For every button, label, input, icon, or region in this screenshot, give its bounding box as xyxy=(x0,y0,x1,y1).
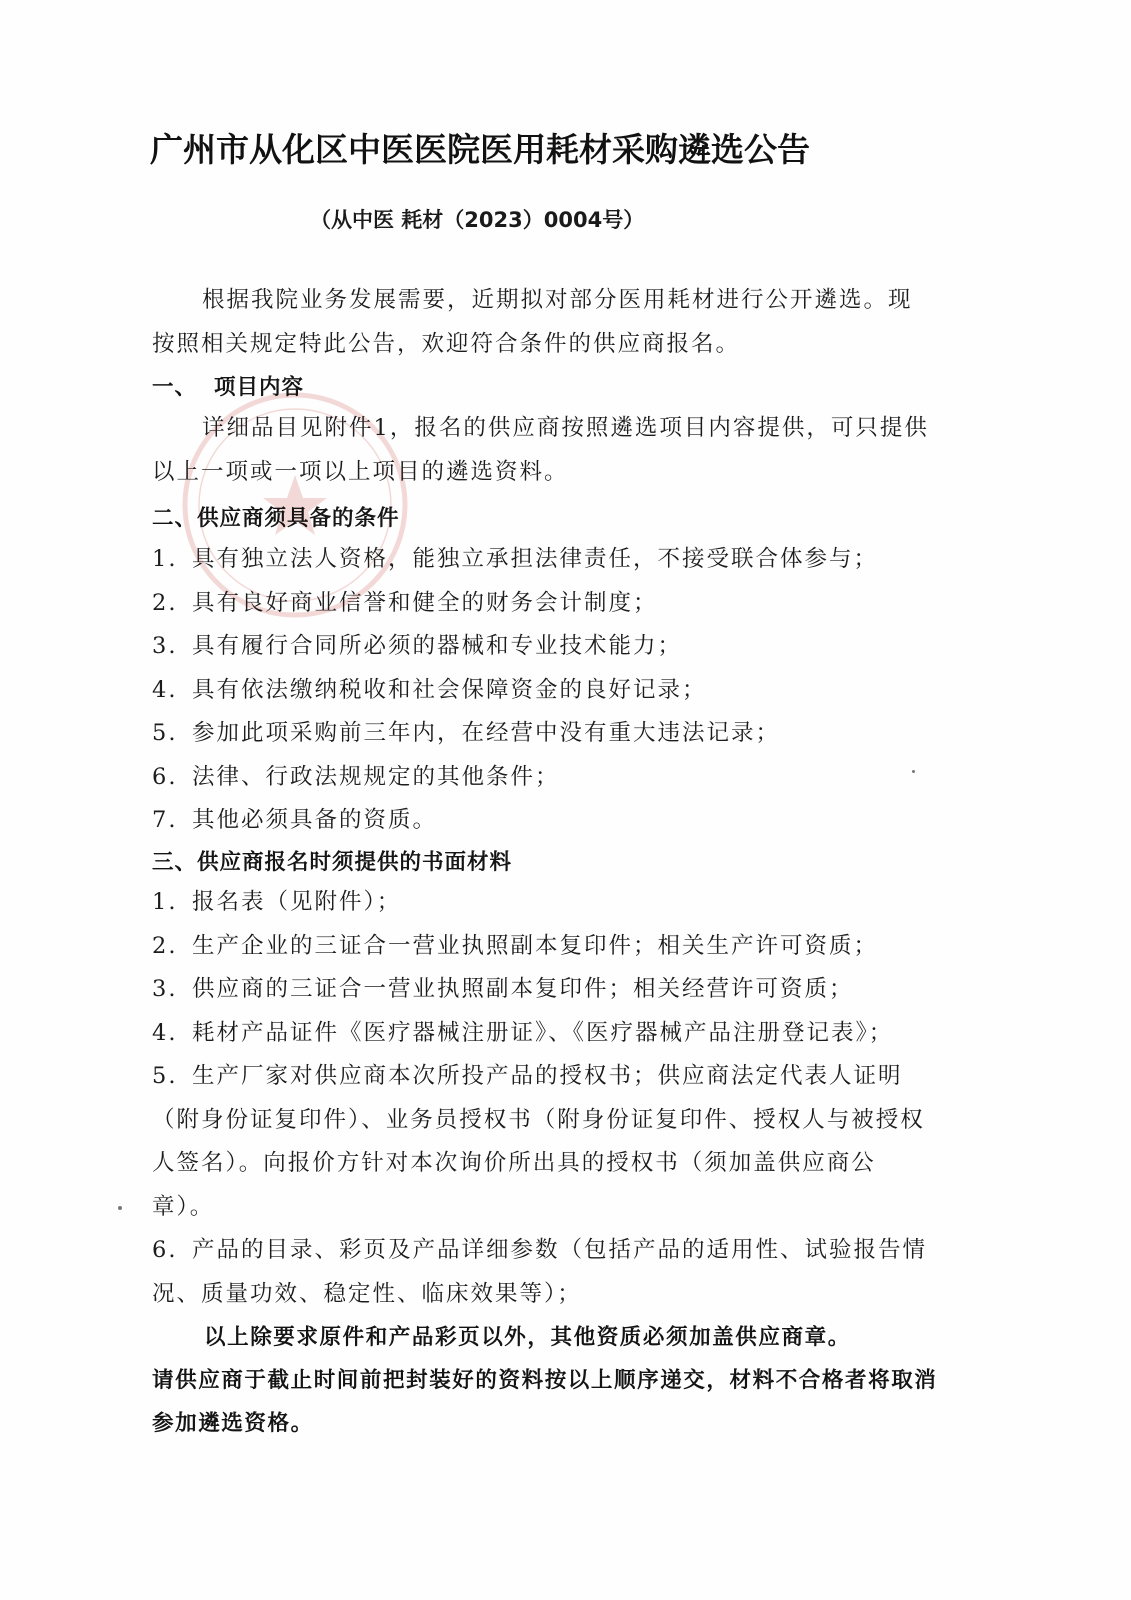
section-1-heading xyxy=(152,370,304,401)
list-item: 6. 法律、行政法规规定的其他条件； xyxy=(152,763,560,790)
list-item: 5. 生产厂家对供应商本次所投产品的授权书；供应商法定代表人证明（附身份证复印件）、业务员授权书（附身份证复印件、授权人与被授权人签名）。向报价方针对本次询价所出具的授权书（须加盖供应商公章）。 xyxy=(152,1063,925,1220)
section-3-list xyxy=(152,881,932,1316)
closing-line-2: 请供应商于截止时间前把封装好的资料按以上顺序递交，材料不合格者将取消参加遴选资格。 xyxy=(152,1368,938,1436)
intro-text: 根据我院业务发展需要，近期拟对部分医用耗材进行公开遴选。现按照相关规定特此公告，欢迎符合条件的供应商报名。 xyxy=(152,287,913,357)
list-item: 5. 参加此项采购前三年内，在经营中没有重大违法记录； xyxy=(152,720,781,746)
list-item: 1. 报名表（见附件）； xyxy=(152,889,402,915)
scan-speck xyxy=(912,770,915,773)
section-1-text: 详细品目见附件1，报名的供应商按照遴选项目内容提供，可只提供以上一项或一项以上项目的遴选资料。 xyxy=(152,415,929,485)
list-item: 2. 生产企业的三证合一营业执照副本复印件；相关生产许可资质； xyxy=(152,932,879,959)
section-2-list xyxy=(152,538,932,843)
closing-line-1: 以上除要求原件和产品彩页以外，其他资质必须加盖供应商章。 xyxy=(204,1325,851,1350)
section-3-heading: 三、供应商报名时须提供的书面材料 xyxy=(152,850,513,875)
scan-speck xyxy=(118,1206,122,1210)
intro-paragraph xyxy=(152,279,932,366)
list-item: 3. 具有履行合同所必须的器械和专业技术能力； xyxy=(152,633,683,659)
list-item: 4. 具有依法缴纳税收和社会保障资金的良好记录； xyxy=(152,676,707,703)
closing-note xyxy=(152,1316,942,1445)
notice-title: 广州市从化区中医医院医用耗材采购遴选公告 xyxy=(150,130,810,169)
list-item: 3. 供应商的三证合一营业执照副本复印件；相关经营许可资质； xyxy=(152,976,854,1002)
list-item: 6. 产品的目录、彩页及产品详细参数（包括产品的适用性、试验报告情况、质量功效、稳定性、临床效果等）； xyxy=(152,1237,928,1307)
section-2-heading: 二、供应商须具备的条件 xyxy=(152,506,400,531)
section-1-title: 项目内容 xyxy=(214,375,305,400)
list-item: 4. 耗材产品证件《医疗器械注册证》、《医疗器械产品注册登记表》； xyxy=(152,1019,894,1046)
list-item: 7. 其他必须具备的资质。 xyxy=(152,807,438,833)
list-item: 1. 具有独立法人资格，能独立承担法律责任，不接受联合体参与； xyxy=(152,546,879,572)
section-1-number: 一、 xyxy=(152,375,198,400)
section-1-body xyxy=(152,407,932,494)
document-number: （从中医 耗材（2023）0004号） xyxy=(310,208,645,232)
list-item: 2. 具有良好商业信誉和健全的财务会计制度； xyxy=(152,589,658,616)
